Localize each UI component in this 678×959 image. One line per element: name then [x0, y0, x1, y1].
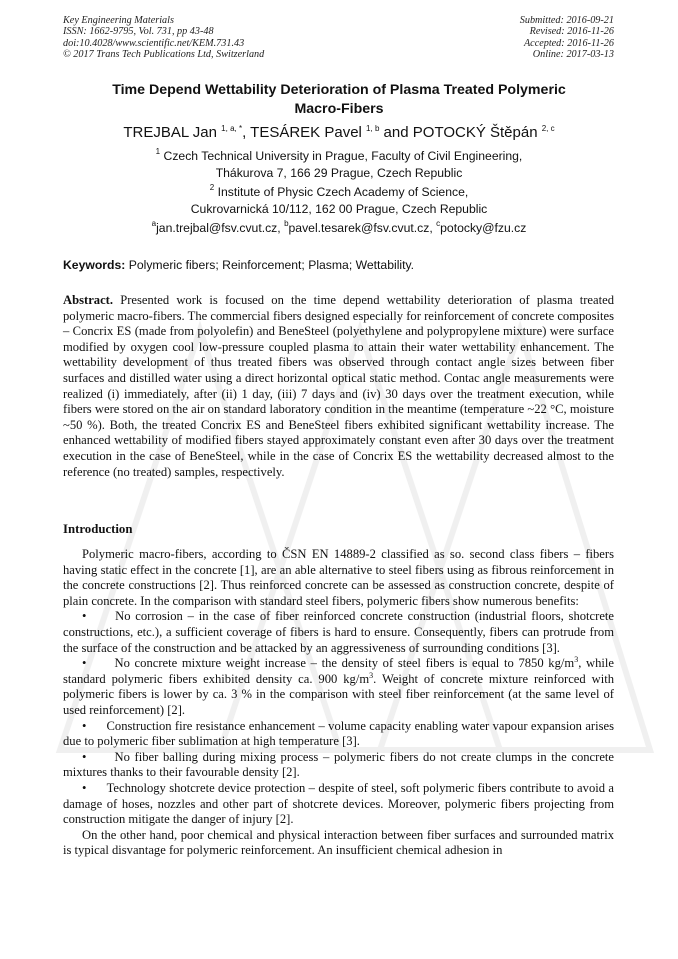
affiliation-line: Czech Technical University in Prague, Faculty of Civil Engineering, — [163, 149, 523, 163]
title-line: Time Depend Wettability Deterioration of Plasma Treated Polymeric — [112, 82, 566, 98]
list-item — [63, 656, 614, 718]
email-link[interactable]: jan.trejbal@fsv.cvut.cz — [156, 221, 278, 235]
author-separator: , — [242, 124, 251, 141]
bullet-icon: • — [82, 749, 87, 764]
list-item — [63, 719, 614, 750]
author-name: TESÁREK Pavel — [250, 124, 362, 141]
journal-name: Key Engineering Materials — [63, 15, 174, 26]
paper-title — [63, 81, 615, 119]
abstract-text: Presented work is focused on the time depend wettability deterioration of plasma treated polymeric macro-fibers. The commercial fibers designed especially for reinforcement of concrete composites – Concrix ES (made from polyolefin) and BeneSteel (polyethylene and polypropylene mixture) were surface modified by oxygen cool low-pressure coupled plasma to attain their water wettability enhancement. The wettability development of thus treated fibers was observed through contact angle sizes between fiber surfaces and distilled water using a direct horizontal optical static method. Contac angle measurements were realized (i) immediately, after (ii) 1 day, (iii) 7 days and (iv) 30 days over the treatment execution, while fibers were stored on the air on standard laboratory condition in the meantime (temperature ~22 °C, moisture ~50 %). Both, the treated Concrix ES and BeneSteel fibers exhibited significant wettability increase. The enhanced wettability of modified fibers stayed approximately constant even after 30 days over the treatment execution in the case of BeneSteel, while in the case of Concrix ES the wettability decreased almost to the reference (no treated) samples, respectively. — [63, 293, 614, 479]
abstract-label: Abstract. — [63, 293, 114, 307]
online-date: Online: 2017-03-13 — [532, 49, 614, 61]
list-item-text: . Weight of concrete mixture reinforced with polymeric fibers is lower by ca. 3 % in the comparison with steel fiber reinforcement (at the same level of used reinforcement) [2]. — [63, 671, 614, 717]
email-link[interactable]: potocky@fzu.cz — [440, 221, 527, 235]
section-heading: Introduction — [63, 522, 133, 536]
superscript: 3 — [369, 670, 374, 680]
list-item-text: No corrosion – in the case of fiber reinforced concrete construction (industrial floors, shotcrete constructions, etc.), a sufficient coverage of fibers is hard to ensure. Consequently, fibers can protrude from the surface of the construction and be attacked by an aggressiveness of surrounding conditions [3]. — [63, 609, 614, 655]
author-separator: and — [379, 124, 413, 141]
list-item-text: , while standard polymeric fibers exhibited density ca. 900 kg/m — [63, 656, 615, 686]
author-emails: $^a$jan.trejbal@fsv.cvut.cz, $^b$pavel.tesarek@fsv.cvut.cz, $^c$potocky@fzu.cz — [151, 219, 527, 235]
bullet-icon: • — [82, 718, 87, 733]
author-name: TREJBAL Jan — [123, 124, 217, 141]
list-item — [63, 750, 614, 781]
list-item — [63, 609, 614, 656]
email-marker: a — [151, 219, 157, 228]
affiliation — [63, 184, 615, 217]
revised-date: Revised: 2016-11-26 — [529, 26, 614, 38]
author-marker: 1, a, * — [221, 124, 243, 133]
journal-info — [63, 15, 264, 61]
affiliation-line: Thákurova 7, 166 29 Prague, Czech Republic — [215, 165, 463, 180]
affiliation-line: Cukrovarnická 10/112, 162 00 Prague, Czech Republic — [190, 201, 488, 216]
affiliation-marker: 1 — [155, 147, 161, 156]
keywords-label: Keywords: — [63, 258, 126, 272]
keywords — [63, 257, 615, 273]
issn: ISSN: 1662-9795, Vol. 731, pp 43-48 — [63, 26, 214, 38]
bullet-icon: • — [82, 656, 87, 671]
paragraph: On the other hand, poor chemical and physical interaction between fiber surfaces and surrounded matrix is typical disvantage for polymeric reinforcement. An insufficient chemical adhesion in — [63, 827, 614, 858]
bullet-icon: • — [82, 609, 87, 624]
bullet-icon: • — [82, 780, 87, 795]
email-marker: b — [284, 219, 289, 228]
author-marker: 2, c — [541, 124, 555, 133]
introduction-section — [63, 547, 614, 859]
list-item-text: No fiber balling during mixing process – polymeric fibers do not create clumps in the concrete mixtures thanks to their favourable density [2]. — [63, 749, 615, 780]
author-name: POTOCKÝ Štěpán — [412, 124, 538, 141]
article-dates — [520, 15, 614, 61]
abstract — [63, 293, 614, 480]
submitted-date: Submitted: 2016-09-21 — [519, 15, 614, 26]
affiliation-line: Institute of Physic Czech Academy of Science, — [217, 185, 469, 199]
paragraph: Polymeric macro-fibers, according to ČSN EN 14889-2 classified as so. second class fibers – fibers having static effect in the concrete [1], are an able alternative to steel fibers using as fibrous reinforcement in the concrete constructions [2]. Thus reinforced concrete can be assessed as construction concrete, despite of plain concrete. In the comparison with standard steel fibers, polymeric fibers show numerous benefits: — [63, 547, 614, 608]
list-item-text: Technology shotcrete device protection – despite of steel, soft polymeric fibers contribute to avoid a damage of hoses, nozzles and other part of shotcrete devices. Moreover, polymeric fibers projecting from construction mitigate the danger of injury [2]. — [63, 780, 614, 827]
email-marker: c — [436, 219, 441, 228]
superscript: 3 — [574, 655, 579, 665]
doi: doi:10.4028/www.scientific.net/KEM.731.43 — [63, 37, 245, 49]
email-link[interactable]: pavel.tesarek@fsv.cvut.cz — [288, 221, 430, 235]
list-item — [63, 781, 614, 828]
copyright: © 2017 Trans Tech Publications Ltd, Switzerland — [63, 49, 265, 61]
author-marker: 1, b — [366, 124, 380, 133]
title-line: Macro-Fibers — [294, 101, 384, 117]
affiliation-marker: 2 — [209, 183, 215, 192]
author-list — [63, 124, 615, 142]
keywords-text: Polymeric fibers; Reinforcement; Plasma; Wettability. — [128, 258, 415, 272]
affiliation — [63, 148, 615, 181]
accepted-date: Accepted: 2016-11-26 — [523, 37, 614, 49]
list-item-text: Construction fire resistance enhancement – volume capacity enabling water vapour expansion arises due to polymeric fiber sublimation at high temperature [3]. — [63, 718, 614, 749]
list-item-text: No concrete mixture weight increase – the density of steel fibers is equal to 7850 kg/m — [114, 656, 575, 671]
